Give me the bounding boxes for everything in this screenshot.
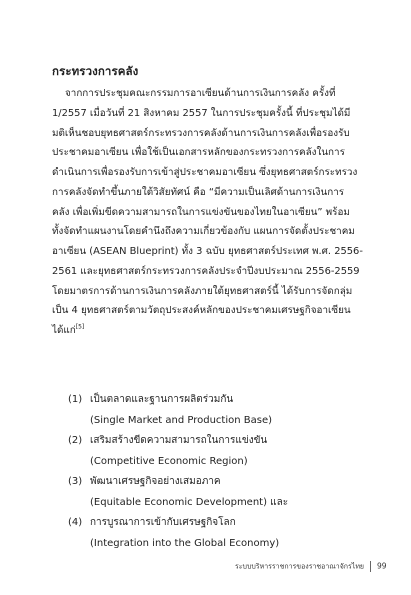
list-number: (4) <box>68 517 83 528</box>
paragraph-line: เป็น 4 ยุทธศาสตร์ตามวัตถุประสงค์หลักของประชาคมเศรษฐกิจอาเซียน <box>52 305 351 317</box>
paragraph-line: ดำเนินการเพื่อรองรับการเข้าสู่ประชาคมอาเซียน ซึ่งยุทธศาสตร์กระทรวง <box>52 167 358 178</box>
list-item-thai: เสริมสร้างขีดความสามารถในการแข่งขัน <box>90 435 268 446</box>
paragraph-line: จากการประชุมคณะกรรมการอาเซียนด้านการเงินการคลัง ครั้งที่ <box>65 88 336 99</box>
list-number: (3) <box>68 476 83 487</box>
paragraph-line-text: ได้แก่ <box>52 325 76 336</box>
body-paragraph <box>52 84 370 341</box>
list-item-4-english: (Integration into the Global Economy) <box>90 537 280 549</box>
list-item-1 <box>68 390 368 411</box>
list-number: (1) <box>68 394 83 405</box>
paragraph-line: 2561 และยุทธศาสตร์กระทรวงการคลังประจำปีงบประมาณ 2556-2559 <box>52 265 360 277</box>
list-item-3-english: (Equitable Economic Development) และ <box>90 496 289 508</box>
paragraph-line: การคลังจัดทำขึ้นภายใต้วิสัยทัศน์ คือ “มีความเป็นเลิศด้านการเงินการ <box>52 186 345 198</box>
list-item-thai: พัฒนาเศรษฐกิจอย่างเสมอภาค <box>90 476 221 487</box>
section-heading: กระทรวงการคลัง <box>52 64 139 78</box>
list-number: (2) <box>68 435 83 446</box>
paragraph-line: คลัง เพื่อเพิ่มขีดความสามารถในการแข่งขันของไทยในอาเซียน” พร้อม <box>52 206 350 218</box>
list-item-3 <box>68 472 368 493</box>
list-item-4 <box>68 513 368 534</box>
paragraph-line: อาเซียน (ASEAN Blueprint) ทั้ง 3 ฉบับ ยุทธศาสตร์ประเทศ พ.ศ. 2556- <box>52 246 363 257</box>
paragraph-line: มติเห็นชอบยุทธศาสตร์กระทรวงการคลังด้านการเงินการคลังเพื่อรองรับ <box>52 127 350 139</box>
list-item-2-english: (Competitive Economic Region) <box>90 455 248 467</box>
page-footer <box>235 561 387 573</box>
paragraph-line: โดยมาตรการด้านการเงินการคลังภายใต้ยุทธศาสตร์นี้ ได้รับการจัดกลุ่ม <box>52 285 353 297</box>
page-number: 99 <box>377 561 387 571</box>
strategy-list <box>68 390 368 554</box>
paragraph-line: 1/2557 เมื่อวันที่ 21 สิงหาคม 2557 ในการประชุมครั้งนี้ ที่ประชุมได้มี <box>52 107 351 119</box>
list-item-1-english: (Single Market and Production Base) <box>90 414 273 426</box>
list-item-thai: การบูรณาการเข้ากับเศรษฐกิจโลก <box>90 517 236 528</box>
paragraph-line: ประชาคมอาเซียน เพื่อใช้เป็นเอกสารหลักของกระทรวงการคลังในการ <box>52 147 345 159</box>
paragraph-line: ทั้งจัดทำแผนงานโดยคำนึงถึงความเกี่ยวข้องกับ แผนการจัดตั้งประชาคม <box>52 226 355 238</box>
paragraph-line-last <box>52 321 370 341</box>
footer-book-title: ระบบบริหารราชการของราชอาณาจักรไทย <box>235 562 365 571</box>
footnote-reference[interactable]: [5] <box>75 323 85 331</box>
list-item-thai: เป็นตลาดและฐานการผลิตร่วมกัน <box>90 394 234 405</box>
footer-divider <box>370 561 371 572</box>
list-item-2 <box>68 431 368 452</box>
